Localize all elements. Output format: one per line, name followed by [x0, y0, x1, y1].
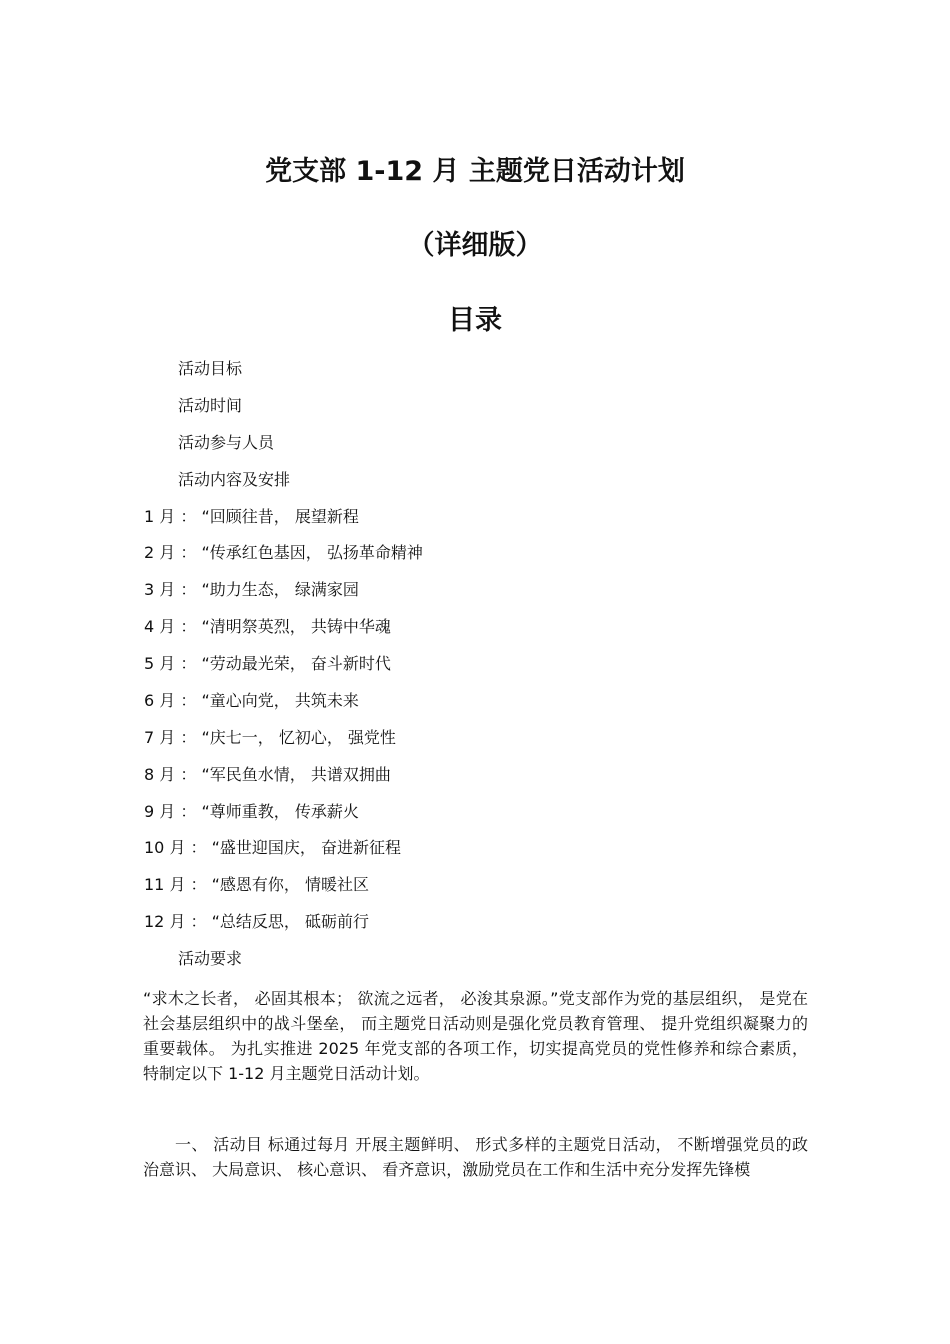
toc-item-time: 活动时间 — [178, 396, 243, 415]
toc-item-month-10: 10 月 ： “盛世迎国庆， 奋进新征程 — [144, 838, 401, 857]
toc-item-month-7: 7 月 ： “庆七一， 忆初心， 强党性 — [144, 728, 396, 747]
toc-item-goal: 活动目标 — [178, 359, 243, 378]
toc-heading: 目录 — [448, 305, 502, 336]
intro-paragraph: “求木之长者， 必固其根本； 欲流之远者， 必浚其泉源。”党支部作为党的基层组织， 是党在社会基层组织中的战斗堡垒， 而主题党日活动则是强化党员教育管理、 提升党组织凝聚力的重要载体。 为扎实推进 2025 年党支部的各项工作，切实提高党员的党性修养和综合素质， 特制定以下 1-12 月主题党日活动计划。 — [143, 989, 808, 1083]
toc-item-month-6: 6 月 ： “童心向党， 共筑未来 — [144, 691, 359, 710]
goal-paragraph: 一、 活动目 标通过每月 开展主题鲜明、 形式多样的主题党日活动， 不断增强党员的政治意识、 大局意识、 核心意识、 看齐意识，激励党员在工作和生活中充分发挥先锋模 — [143, 1135, 808, 1179]
toc-item-month-1: 1 月 ： “回顾往昔， 展望新程 — [144, 507, 359, 526]
toc-item-month-5: 5 月 ： “劳动最光荣， 奋斗新时代 — [144, 654, 391, 673]
toc-item-content: 活动内容及安排 — [178, 470, 291, 489]
toc-item-month-2: 2 月 ： “传承红色基因， 弘扬革命精神 — [144, 543, 423, 562]
toc-item-participants: 活动参与人员 — [178, 433, 275, 452]
document-subtitle: （详细版） — [407, 230, 543, 261]
toc-item-month-8: 8 月 ： “军民鱼水情， 共谱双拥曲 — [144, 765, 391, 784]
toc-item-month-9: 9 月 ： “尊师重教， 传承薪火 — [144, 802, 359, 821]
toc-item-month-11: 11 月 ： “感恩有你， 情暖社区 — [144, 875, 369, 894]
toc-item-month-12: 12 月 ： “总结反思， 砥砺前行 — [144, 912, 369, 931]
toc-item-month-3: 3 月 ： “助力生态， 绿满家园 — [144, 580, 359, 599]
toc-item-requirements: 活动要求 — [178, 949, 243, 968]
toc-item-month-4: 4 月 ： “清明祭英烈， 共铸中华魂 — [144, 617, 391, 636]
document-title: 党支部 1-12 月 主题党日活动计划 — [265, 156, 685, 187]
